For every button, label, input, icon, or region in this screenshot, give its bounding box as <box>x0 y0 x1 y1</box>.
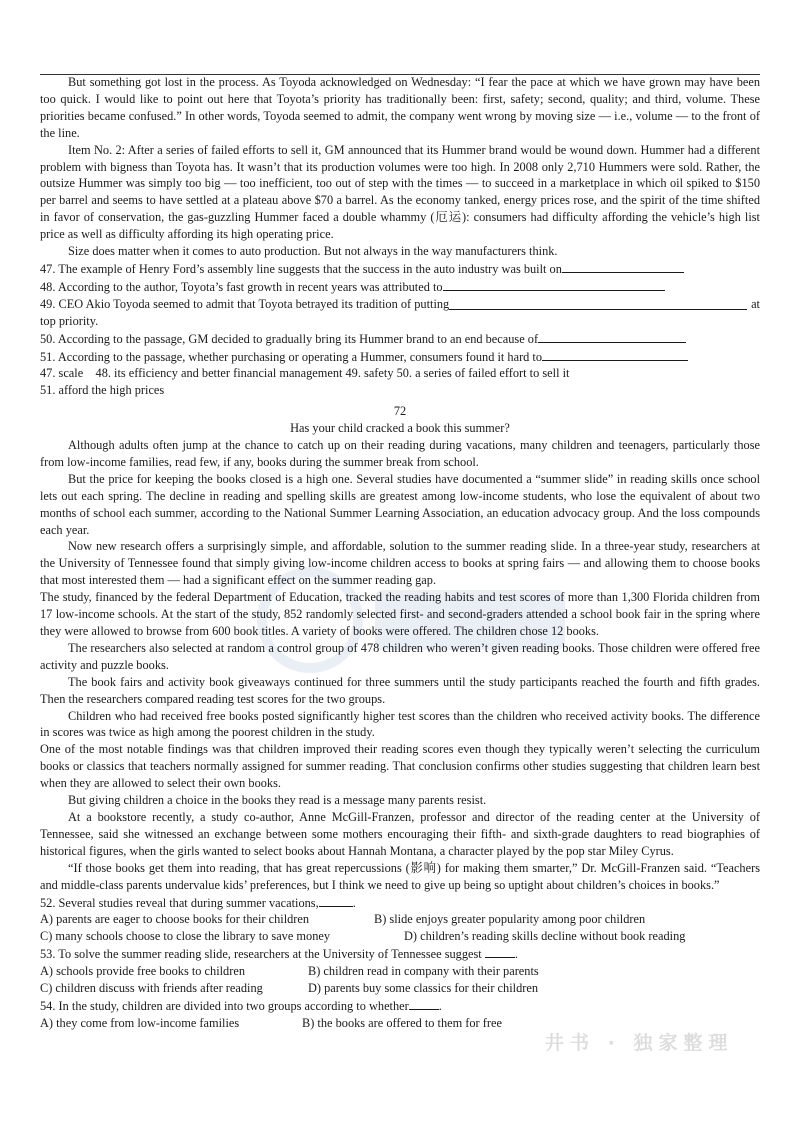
paragraph: But giving children a choice in the books they read is a message many parents resist. <box>68 793 487 808</box>
watermark-text: 井书 · 独家整理 <box>545 1032 734 1054</box>
question-48: 48. According to the author, Toyota’s fast growth in recent years was attributed to <box>40 278 760 296</box>
option-b[interactable]: B) children read in company with their parents <box>308 964 539 979</box>
option-d[interactable]: D) parents buy some classics for their children <box>308 981 539 996</box>
passage-72 <box>40 403 760 1032</box>
question-50: 50. According to the passage, GM decided to gradually bring its Hummer brand to an end because of <box>40 330 760 348</box>
question-53: 53. To solve the summer reading slide, researchers at the University of Tennessee suggest . <box>40 947 518 962</box>
answer-blank[interactable] <box>443 278 665 291</box>
answer-key: 51. afford the high prices <box>40 383 165 398</box>
question-52-options-row-2 <box>40 928 760 945</box>
option-d[interactable]: D) children’s reading skills decline without book reading <box>404 929 686 944</box>
paragraph: But the price for keeping the books closed is a high one. Several studies have documented a “summer slide” in reading skills once school lets out each spring. The decline in reading and spelling skills are greatest among low-income students, who lose the equivalent of about two months of school each summer, according to the National Summer Learning Association, an education advocacy group. And the loss compounds each year. <box>40 471 760 537</box>
answer-blank[interactable] <box>538 330 686 343</box>
passage-title: Has your child cracked a book this summer? <box>290 421 510 436</box>
passage-71 <box>40 74 760 399</box>
question-51: 51. According to the passage, whether purchasing or operating a Hummer, consumers found it hard to <box>40 348 760 366</box>
question-47: 47. The example of Henry Ford’s assembly line suggests that the success in the auto industry was built on <box>40 260 760 278</box>
option-a[interactable]: A) parents are eager to choose books for their children <box>40 912 310 927</box>
passage-number: 72 <box>393 404 407 419</box>
question-53-options-row-2 <box>40 980 760 997</box>
paragraph: Now new research offers a surprisingly simple, and affordable, solution to the summer reading slide. In a three-year study, researchers at the University of Tennessee found that simply giving low-income children access to books at spring fairs — and allowing them to choose books that most interested them — had a significant effect on the summer reading gap. <box>40 539 760 588</box>
answer-blank[interactable] <box>542 348 688 361</box>
answer-blank[interactable] <box>449 297 747 310</box>
paragraph: One of the most notable findings was that children improved their reading scores even though they typically weren’t selecting the curriculum books or classics that teachers normally assigned for summer reading. That conclusion confirms other studies suggesting that children learn best when they are allowed to select their own books. <box>40 742 760 791</box>
option-a[interactable]: A) they come from low-income families <box>40 1015 240 1030</box>
option-c[interactable]: C) children discuss with friends after reading <box>40 981 263 996</box>
paragraph: The study, financed by the federal Department of Education, tracked the reading habits and test scores of more than 1,300 Florida children from 17 low-income schools. At the start of the study, 852 randomly selected first- and second-graders attended a school book fair in the spring where they were allowed to browse from 600 book titles. A variety of books were offered. The children chose 12 books. <box>40 590 760 638</box>
paragraph: The researchers also selected at random a control group of 478 children who weren’t given reading books. Those children were offered free activity and puzzle books. <box>40 640 760 672</box>
answer-blank[interactable] <box>319 894 353 907</box>
paragraph: Children who had received free books posted significantly higher test scores than the children who received activity books. The difference in scores was twice as high among the poorest children in the study. <box>40 708 760 740</box>
option-c[interactable]: C) many schools choose to close the library to save money <box>40 929 331 944</box>
paragraph: Although adults often jump at the chance to catch up on their reading during vacations, many children and teenagers, particularly those from low-income families, read few, if any, books during the summer break from school. <box>40 438 760 469</box>
paragraph: The book fairs and activity book giveaways continued for three summers until the study participants reached the fourth and fifth grades. Then the researchers compared reading test scores for the two groups. <box>40 674 760 706</box>
question-53-options-row-1 <box>40 963 760 980</box>
answer-blank[interactable] <box>485 945 515 958</box>
paragraph: “If those books get them into reading, that has great repercussions (影响) for making them smarter,” Dr. McGill-Franzen said. “Teachers and middle-class parents undervalue kids’ preferences, but I think we need to give up being so uptight about children’s choices in books.” <box>40 860 760 892</box>
option-b[interactable]: B) slide enjoys greater popularity among poor children <box>374 912 646 927</box>
paragraph: Item No. 2: After a series of failed efforts to sell it, GM announced that its Hummer brand would be wound down. Hummer had a different problem with bigness than Toyota has. It wasn’t that its production volumes were too high. In 2008 only 2,710 Hummers were sold. Rather, the outsize Hummer was simply too big — too inefficient, too out of step with the times — to succeed in a marketplace in which oil spiked to $150 per barrel and seems to have settled at a plateau above $70 a barrel. As the economy tanked, energy prices rose, and the spirit of the time shifted in favor of conservation, the gas-guzzling Hummer faced a double whammy (厄运): consumers had difficulty affording the vehicle’s high list price as well as difficulty affording its high operating price. <box>40 142 760 242</box>
question-49-continuation: top priority. <box>40 313 99 328</box>
option-b[interactable]: B) the books are offered to them for free <box>302 1015 502 1030</box>
answer-key: 47. scale 48. its efficiency and better financial management 49. safety 50. a series of failed effort to sell it <box>40 366 570 381</box>
document-page <box>40 66 760 1032</box>
question-52-options-row-1 <box>40 911 760 928</box>
answer-blank[interactable] <box>409 997 439 1010</box>
paragraph: But something got lost in the process. As Toyoda acknowledged on Wednesday: “I fear the pace at which we have grown may have been too quick. I would like to point out here that Toyota’s priority has traditionally been: first, safety; second, quality; and third, volume. These priorities became confused.” In other words, Toyoda seemed to admit, the company went wrong by moving size — i.e., volume — to the front of the line. <box>40 75 760 140</box>
answer-blank[interactable] <box>562 260 684 273</box>
paragraph: At a bookstore recently, a study co-author, Anne McGill-Franzen, professor and director of the reading center at the University of Tennessee, said she witnessed an exchange between some mothers encouraging their fifth- and sixth-grade daughters to read biographies of historical figures, when the girls wanted to select books about Hannah Montana, a character played by the pop star Miley Cyrus. <box>40 809 760 858</box>
option-a[interactable]: A) schools provide free books to children <box>40 964 245 979</box>
paragraph: Size does matter when it comes to auto production. But not always in the way manufacturers think. <box>68 244 558 259</box>
question-54: 54. In the study, children are divided into two groups according to whether . <box>40 998 442 1013</box>
question-52: 52. Several studies reveal that during summer vacations, . <box>40 895 356 910</box>
question-49: 49. CEO Akio Toyoda seemed to admit that Toyota betrayed its tradition of putting at <box>40 296 760 311</box>
